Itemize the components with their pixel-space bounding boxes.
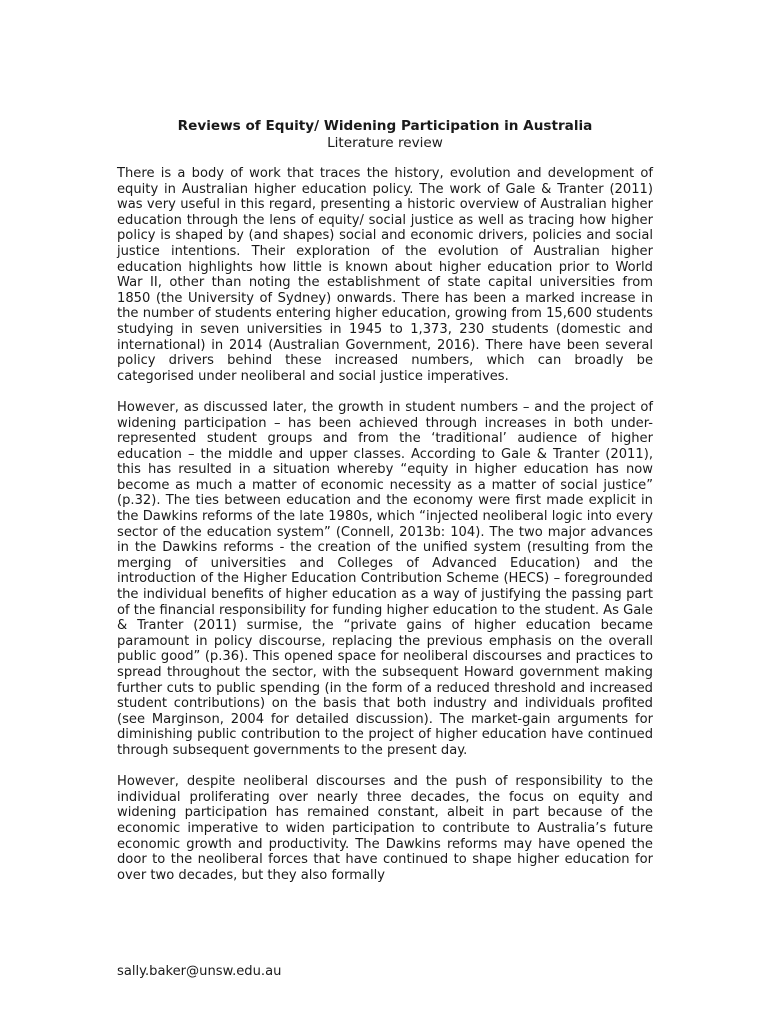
document-page	[117, 118, 653, 899]
document-subtitle: Literature review	[327, 135, 443, 151]
paragraph-1: There is a body of work that traces the history, evolution and development of equity in Australian higher education policy. The work of Gale & Tranter (2011) was very useful in this regard, presenting a historic overview of Australian higher education through the lens of equity/ social justice as well as tracing how higher policy is shaped by (and shapes) social and economic drivers, policies and social justice intentions. Their exploration of the evolution of Australian higher education highlights how little is known about higher education prior to World War II, other than noting the establishment of state capital universities from 1850 (the University of Sydney) onwards. There has been a marked increase in the number of students entering higher education, growing from 15,600 students studying in seven universities in 1945 to 1,373, 230 students (domestic and international) in 2014 (Australian Government, 2016). There have been several policy drivers behind these increased numbers, which can broadly be categorised under neoliberal and social justice imperatives.	[117, 166, 653, 384]
footer-email: sally.baker@unsw.edu.au	[117, 964, 282, 979]
paragraph-3: However, despite neoliberal discourses and the push of responsibility to the individual proliferating over nearly three decades, the focus on equity and widening participation has remained constant, albeit in part because of the economic imperative to widen participation to contribute to Australia’s future economic growth and productivity. The Dawkins reforms may have opened the door to the neoliberal forces that have continued to shape higher education for over two decades, but they also formally	[117, 774, 653, 883]
document-title: Reviews of Equity/ Widening Participation in Australia	[177, 118, 593, 134]
paragraph-2: However, as discussed later, the growth in student numbers – and the project of widening participation – has been achieved through increases in both under-represented student groups and from the ‘traditional’ audience of higher education – the middle and upper classes. According to Gale & Tranter (2011), this has resulted in a situation whereby “equity in higher education has now become as much a matter of economic necessity as a matter of social justice” (p.32). The ties between education and the economy were first made explicit in the Dawkins reforms of the late 1980s, which “injected neoliberal logic into every sector of the education system” (Connell, 2013b: 104). The two major advances in the Dawkins reforms - the creation of the unified system (resulting from the merging of universities and Colleges of Advanced Education) and the introduction of the Higher Education Contribution Scheme (HECS) – foregrounded the individual benefits of higher education as a way of justifying the passing part of the financial responsibility for funding higher education to the student. As Gale & Tranter (2011) surmise, the “private gains of higher education became paramount in policy discourse, replacing the previous emphasis on the overall public good” (p.36). This opened space for neoliberal discourses and practices to spread throughout the sector, with the subsequent Howard government making further cuts to public spending (in the form of a reduced threshold and increased student contributions) on the basis that both industry and individuals profited (see Marginson, 2004 for detailed discussion). The market-gain arguments for diminishing public contribution to the project of higher education have continued through subsequent governments to the present day.	[117, 399, 653, 758]
